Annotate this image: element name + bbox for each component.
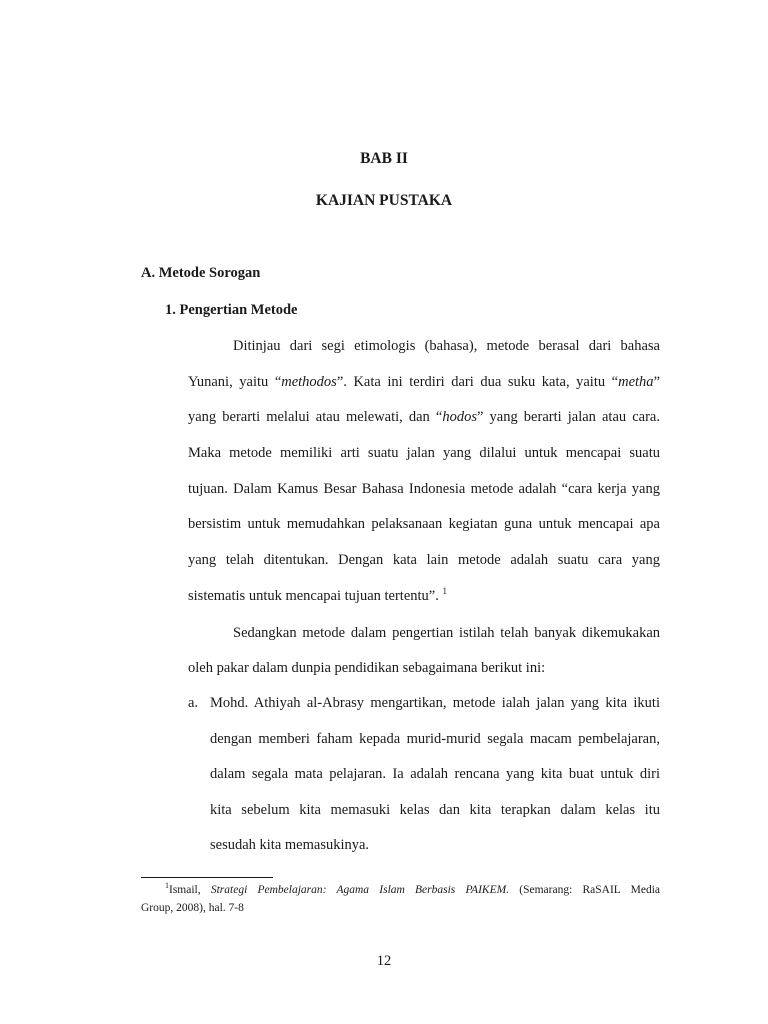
item-a-line-4: kita sebelum kita memasuki kelas dan kita terapkan dalam kelas itu <box>210 802 660 818</box>
para2-line-2: oleh pakar dalam dunpia pendidikan sebagaimana berikut ini: <box>188 660 546 676</box>
chapter-title: KAJIAN PUSTAKA <box>315 192 453 209</box>
item-a-line-5: sesudah kita memasukinya. <box>210 837 370 853</box>
para1-line-2: Yunani, yaitu “methodos”. Kata ini terdiri dari dua suku kata, yaitu “metha” <box>188 374 660 390</box>
para1-line-4: Maka metode memiliki arti suatu jalan yang dilalui untuk mencapai suatu <box>188 445 660 461</box>
section-heading-a: A. Metode Sorogan <box>141 265 261 281</box>
para1-line-5: tujuan. Dalam Kamus Besar Bahasa Indonesia metode adalah “cara kerja yang <box>188 481 660 497</box>
page-number: 12 <box>376 953 392 969</box>
list-marker-a: a. <box>188 695 199 711</box>
chapter-number: BAB II <box>360 150 408 167</box>
para1-line-3: yang berarti melalui atau melewati, dan “hodos” yang berarti jalan atau cara. <box>188 409 660 425</box>
subsection-heading-1: 1. Pengertian Metode <box>165 302 298 318</box>
footnote-reference[interactable]: 1 <box>442 586 447 597</box>
item-a-line-1: Mohd. Athiyah al-Abrasy mengartikan, metode ialah jalan yang kita ikuti <box>210 695 660 711</box>
para1-line-1: Ditinjau dari segi etimologis (bahasa), metode berasal dari bahasa <box>233 338 660 354</box>
footnote-line-1: $^1$Ismail, Strategi Pembelajaran: Agama Islam Berbasis PAIKEM. (Semarang: RaSAIL Media <box>165 881 661 896</box>
item-a-line-3: dalam segala mata pelajaran. Ia adalah rencana yang kita buat untuk diri <box>210 766 660 782</box>
footnote-line-2: Group, 2008), hal. 7-8 <box>141 902 244 914</box>
para1-line-7: yang telah ditentukan. Dengan kata lain metode adalah suatu cara yang <box>188 552 660 568</box>
footnote-separator <box>141 877 273 878</box>
para1-line-8: sistematis untuk mencapai tujuan tertentu”. $^1$ <box>188 586 447 604</box>
para1-line-6: bersistim untuk memudahkan pelaksanaan kegiatan guna untuk mencapai apa <box>188 516 660 532</box>
para2-line-1: Sedangkan metode dalam pengertian istilah telah banyak dikemukakan <box>233 625 660 641</box>
item-a-line-2: dengan memberi faham kepada murid-murid segala macam pembelajaran, <box>210 731 660 747</box>
